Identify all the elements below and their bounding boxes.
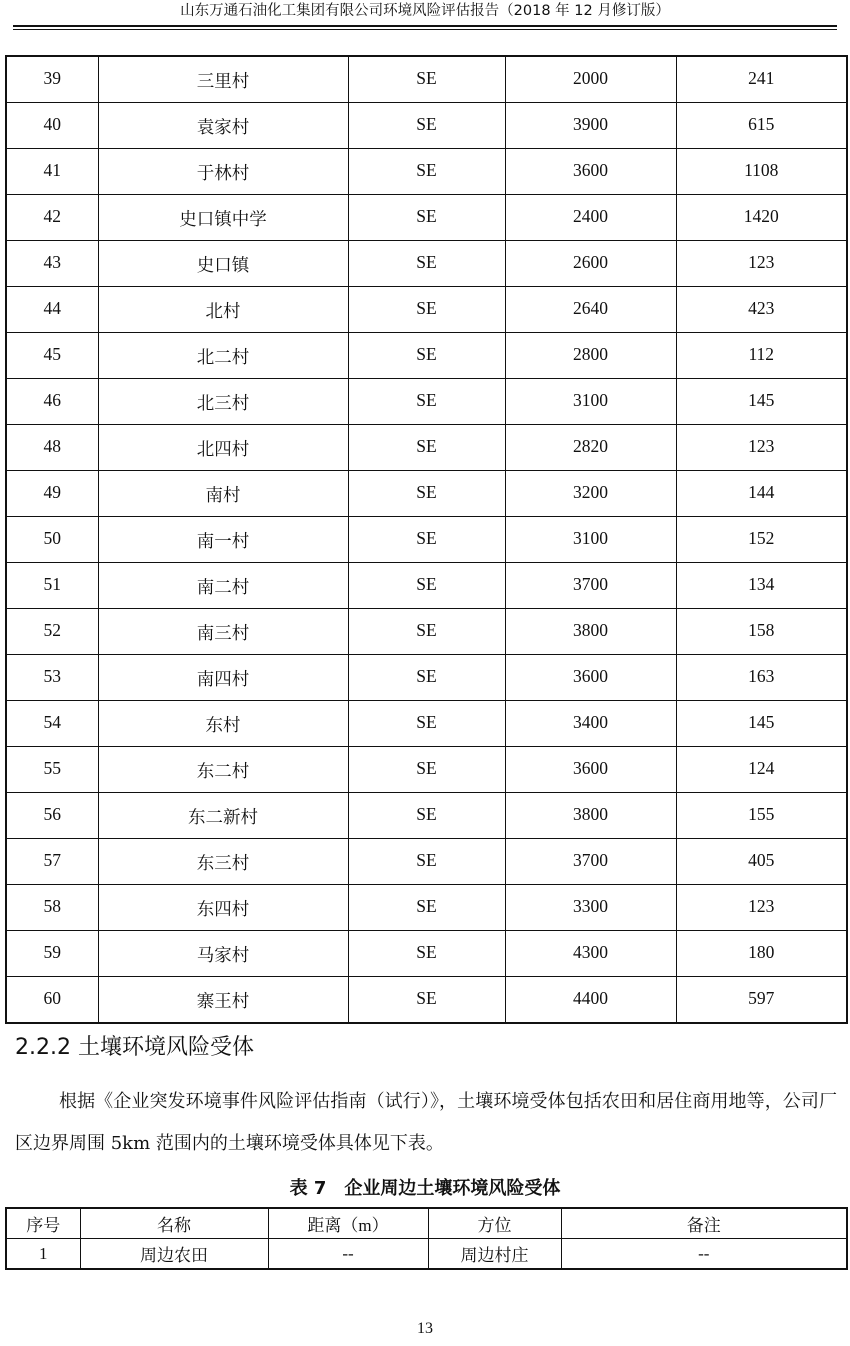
table-row [6, 1239, 847, 1270]
table-row [6, 379, 847, 425]
cell-distance: 3100 [505, 379, 676, 425]
cell-direction: SE [348, 56, 505, 103]
cell-direction: SE [348, 931, 505, 977]
table-row [6, 425, 847, 471]
cell-distance: 3600 [505, 747, 676, 793]
cell-index: 42 [6, 195, 98, 241]
cell-direction: SE [348, 103, 505, 149]
cell-population: 145 [676, 701, 847, 747]
cell-name: 东三村 [98, 839, 348, 885]
cell-name: 南一村 [98, 517, 348, 563]
cell-name: 南四村 [98, 655, 348, 701]
cell-population: 180 [676, 931, 847, 977]
cell-distance: 3600 [505, 149, 676, 195]
cell-population: 112 [676, 333, 847, 379]
table-row [6, 195, 847, 241]
cell-distance: 4300 [505, 931, 676, 977]
page-number: 13 [417, 1320, 433, 1337]
cell-population: 144 [676, 471, 847, 517]
cell-name: 北二村 [98, 333, 348, 379]
table-row [6, 103, 847, 149]
cell-index: 43 [6, 241, 98, 287]
cell-direction: SE [348, 379, 505, 425]
cell-population: 615 [676, 103, 847, 149]
cell-direction: SE [348, 471, 505, 517]
cell-direction: SE [348, 333, 505, 379]
cell-index: 54 [6, 701, 98, 747]
cell-population: 163 [676, 655, 847, 701]
col-header-remarks: 备注 [561, 1208, 847, 1239]
cell-distance: 2000 [505, 56, 676, 103]
cell-population: 123 [676, 885, 847, 931]
soil-receptor-table [5, 1207, 848, 1270]
cell-population: 597 [676, 977, 847, 1024]
cell-name: 史口镇 [98, 241, 348, 287]
cell-distance: 2640 [505, 287, 676, 333]
cell-direction: 周边村庄 [428, 1239, 561, 1270]
col-header-name: 名称 [80, 1208, 268, 1239]
cell-name: 南三村 [98, 609, 348, 655]
cell-distance: -- [268, 1239, 428, 1270]
cell-distance: 3800 [505, 793, 676, 839]
sensitive-receptor-table [5, 55, 848, 1024]
cell-index: 50 [6, 517, 98, 563]
col-header-direction: 方位 [428, 1208, 561, 1239]
cell-distance: 3900 [505, 103, 676, 149]
cell-index: 55 [6, 747, 98, 793]
header-rule-thin [13, 29, 837, 30]
cell-direction: SE [348, 425, 505, 471]
cell-direction: SE [348, 747, 505, 793]
cell-population: 123 [676, 425, 847, 471]
cell-population: 1420 [676, 195, 847, 241]
table-row [6, 931, 847, 977]
cell-distance: 3300 [505, 885, 676, 931]
cell-population: 123 [676, 241, 847, 287]
table-row [6, 793, 847, 839]
cell-index: 44 [6, 287, 98, 333]
table-row [6, 701, 847, 747]
cell-name: 史口镇中学 [98, 195, 348, 241]
cell-distance: 3700 [505, 839, 676, 885]
cell-direction: SE [348, 517, 505, 563]
col-header-distance: 距离（m） [268, 1208, 428, 1239]
cell-distance: 3600 [505, 655, 676, 701]
cell-name: 三里村 [98, 56, 348, 103]
table-row [6, 517, 847, 563]
table-row [6, 655, 847, 701]
cell-name: 于林村 [98, 149, 348, 195]
cell-direction: SE [348, 885, 505, 931]
cell-distance: 3400 [505, 701, 676, 747]
cell-population: 124 [676, 747, 847, 793]
cell-index: 53 [6, 655, 98, 701]
cell-population: 405 [676, 839, 847, 885]
table-row [6, 149, 847, 195]
cell-name: 马家村 [98, 931, 348, 977]
cell-population: 241 [676, 56, 847, 103]
cell-population: 152 [676, 517, 847, 563]
cell-index: 41 [6, 149, 98, 195]
cell-distance: 4400 [505, 977, 676, 1024]
cell-distance: 3700 [505, 563, 676, 609]
cell-distance: 2800 [505, 333, 676, 379]
cell-index: 58 [6, 885, 98, 931]
table-row [6, 977, 847, 1024]
cell-direction: SE [348, 287, 505, 333]
cell-index: 49 [6, 471, 98, 517]
cell-index: 39 [6, 56, 98, 103]
cell-index: 56 [6, 793, 98, 839]
cell-index: 40 [6, 103, 98, 149]
table-row [6, 471, 847, 517]
page-header: 山东万通石油化工集团有限公司环境风险评估报告（2018 年 12 月修订版） [180, 3, 670, 19]
cell-name: 北三村 [98, 379, 348, 425]
cell-direction: SE [348, 195, 505, 241]
header-rule-thick [13, 25, 837, 27]
cell-index: 60 [6, 977, 98, 1024]
cell-index: 57 [6, 839, 98, 885]
cell-direction: SE [348, 793, 505, 839]
cell-direction: SE [348, 149, 505, 195]
cell-name: 东村 [98, 701, 348, 747]
table-row [6, 241, 847, 287]
table-row [6, 747, 847, 793]
cell-direction: SE [348, 241, 505, 287]
cell-population: 155 [676, 793, 847, 839]
cell-direction: SE [348, 609, 505, 655]
table-row [6, 609, 847, 655]
cell-population: 1108 [676, 149, 847, 195]
cell-name: 北村 [98, 287, 348, 333]
cell-name: 周边农田 [80, 1239, 268, 1270]
cell-index: 46 [6, 379, 98, 425]
table-caption: 表 7 企业周边土壤环境风险受体 [289, 1178, 561, 1199]
cell-direction: SE [348, 563, 505, 609]
table-row [6, 287, 847, 333]
body-paragraph: 根据《企业突发环境事件风险评估指南（试行）》，土壤环境受体包括农田和居住商用地等，公司厂区边界周围 5km 范围内的土壤环境受体具体见下表。 [15, 1091, 837, 1154]
table-row [6, 885, 847, 931]
cell-name: 东四村 [98, 885, 348, 931]
cell-name: 东二新村 [98, 793, 348, 839]
cell-distance: 2600 [505, 241, 676, 287]
cell-name: 东二村 [98, 747, 348, 793]
cell-name: 寨王村 [98, 977, 348, 1024]
cell-distance: 2400 [505, 195, 676, 241]
cell-direction: SE [348, 655, 505, 701]
table-row [6, 56, 847, 103]
cell-name: 南二村 [98, 563, 348, 609]
cell-index: 1 [6, 1239, 80, 1270]
table-row [6, 563, 847, 609]
cell-population: 134 [676, 563, 847, 609]
cell-name: 南村 [98, 471, 348, 517]
section-heading: 2.2.2 土壤环境风险受体 [15, 1035, 254, 1060]
cell-direction: SE [348, 977, 505, 1024]
cell-index: 51 [6, 563, 98, 609]
cell-distance: 3800 [505, 609, 676, 655]
cell-distance: 3200 [505, 471, 676, 517]
cell-population: 158 [676, 609, 847, 655]
table-row [6, 839, 847, 885]
cell-direction: SE [348, 839, 505, 885]
table-row [6, 333, 847, 379]
cell-index: 59 [6, 931, 98, 977]
cell-distance: 2820 [505, 425, 676, 471]
cell-direction: SE [348, 701, 505, 747]
cell-distance: 3100 [505, 517, 676, 563]
cell-name: 北四村 [98, 425, 348, 471]
table-header-row [6, 1208, 847, 1239]
cell-population: 145 [676, 379, 847, 425]
cell-name: 袁家村 [98, 103, 348, 149]
col-header-index: 序号 [6, 1208, 80, 1239]
cell-index: 52 [6, 609, 98, 655]
cell-population: 423 [676, 287, 847, 333]
cell-index: 45 [6, 333, 98, 379]
cell-remarks: -- [561, 1239, 847, 1270]
cell-index: 48 [6, 425, 98, 471]
